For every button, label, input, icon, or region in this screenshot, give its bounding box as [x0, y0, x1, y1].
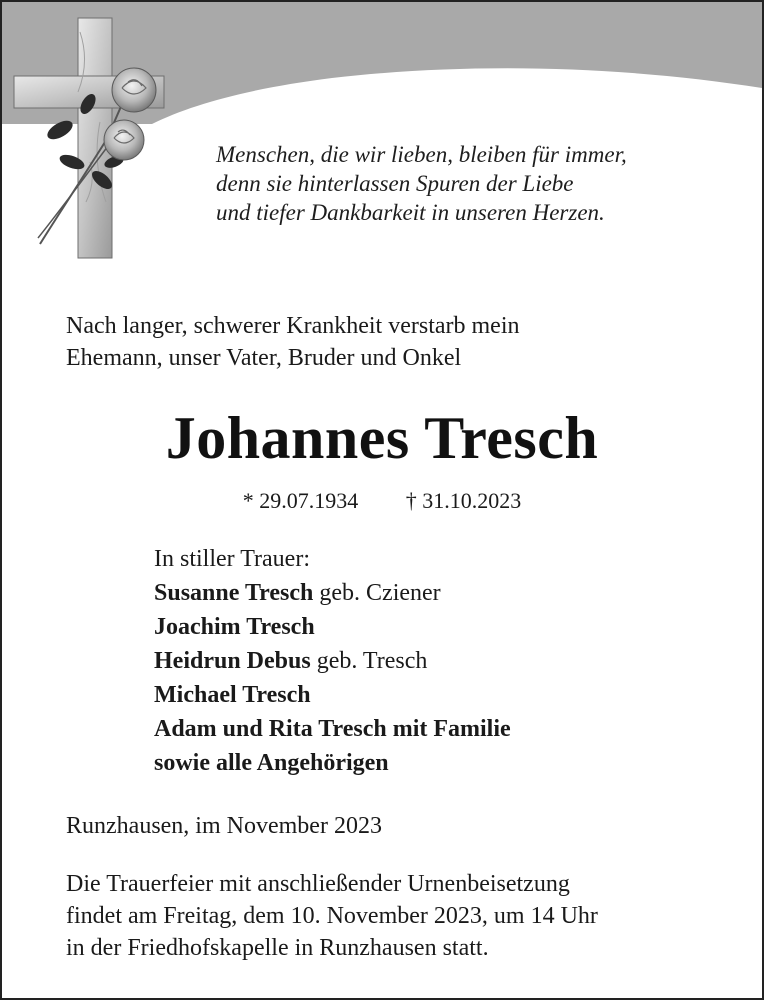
- quote-line: Menschen, die wir lieben, bleiben für immer,: [216, 142, 627, 167]
- mourner-name: Heidrun Debus: [154, 648, 311, 674]
- deceased-name: Johannes Tresch: [165, 405, 599, 471]
- memorial-quote: [216, 140, 736, 227]
- mourner-row: [154, 712, 714, 746]
- mourner-row: [154, 678, 714, 712]
- ceremony-line: in der Friedhofskapelle in Runzhausen statt.: [66, 935, 489, 961]
- mourner-row: [154, 644, 714, 678]
- intro-line: Nach langer, schwerer Krankheit verstarb mein: [66, 313, 520, 339]
- mourner-row: [154, 576, 714, 610]
- intro-line: Ehemann, unser Vater, Bruder und Onkel: [66, 345, 462, 371]
- mourners-list: [154, 542, 714, 780]
- mourner-name: sowie alle Angehörigen: [154, 750, 389, 776]
- quote-line: denn sie hinterlassen Spuren der Liebe: [216, 171, 574, 196]
- mourner-name: Michael Tresch: [154, 682, 311, 708]
- place-and-date: Runzhausen, im November 2023: [66, 813, 382, 839]
- cross-with-roses-icon: [10, 12, 170, 264]
- quote-line: und tiefer Dankbarkeit in unseren Herzen.: [216, 200, 605, 225]
- mourner-note: geb. Tresch: [310, 648, 428, 674]
- mourner-row: [154, 746, 714, 780]
- funeral-service-info: [66, 868, 726, 964]
- birth-date: * 29.07.1934: [242, 488, 359, 513]
- ceremony-line: Die Trauerfeier mit anschließender Urnenbeisetzung: [66, 871, 570, 897]
- death-date: † 31.10.2023: [405, 488, 522, 513]
- mourner-note: geb. Cziener: [313, 580, 441, 606]
- mourner-name: Adam und Rita Tresch mit Familie: [154, 716, 511, 742]
- mourner-row: [154, 610, 714, 644]
- mourner-name: Susanne Tresch: [154, 580, 314, 606]
- mourner-name: Joachim Tresch: [154, 614, 315, 640]
- life-dates: [2, 486, 762, 516]
- death-announcement-intro: [66, 310, 706, 374]
- mourners-heading: In stiller Trauer:: [154, 546, 310, 572]
- ceremony-line: findet am Freitag, dem 10. November 2023, um 14 Uhr: [66, 903, 598, 929]
